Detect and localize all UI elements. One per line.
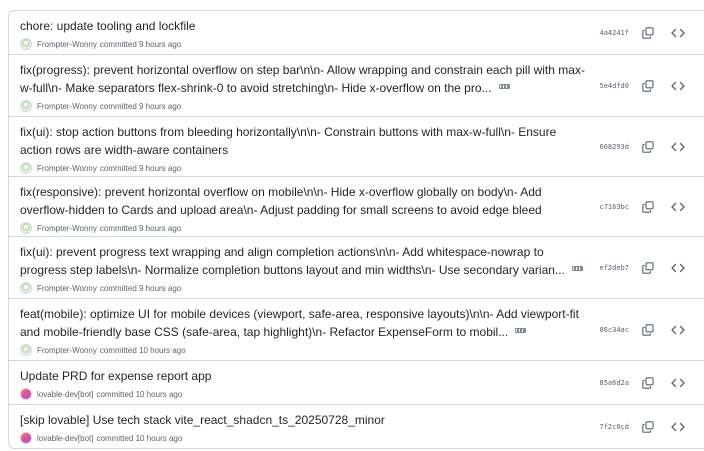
commit-meta — [20, 281, 599, 295]
commit-row — [9, 404, 704, 448]
commit-sha-link[interactable]: ef2deb7 — [599, 263, 629, 272]
commit-sha-link[interactable]: 5e4dfd0 — [599, 81, 629, 90]
author-name[interactable]: Frompter-Wonny — [37, 101, 97, 111]
commit-message[interactable]: feat(mobile): optimize UI for mobile devices (viewport, safe-area, responsive layouts)\n\n- Add viewport-fit — [20, 307, 579, 321]
commit-row — [9, 236, 704, 298]
code-icon[interactable] — [671, 142, 685, 152]
commit-message[interactable]: fix(progress): prevent horizontal overflow on step bar\n\n- Allow wrapping and constrain each pill with max- — [20, 63, 585, 77]
avatar[interactable] — [20, 432, 32, 444]
avatar[interactable] — [20, 344, 32, 356]
commit-meta — [20, 37, 599, 51]
commit-list — [8, 10, 704, 449]
copy-icon[interactable] — [642, 27, 654, 39]
commit-message[interactable]: chore: update tooling and lockfile — [20, 19, 196, 33]
commit-message[interactable]: fix(ui): prevent progress text wrapping and align completion actions\n\n- Add whitespace-nowrap to — [20, 245, 544, 259]
author-name[interactable]: Frompter-Wonny — [37, 345, 97, 355]
avatar[interactable] — [20, 388, 32, 400]
commit-row — [9, 360, 704, 404]
code-icon[interactable] — [671, 263, 685, 273]
commit-sha-link[interactable]: 85a6d2a — [599, 378, 629, 387]
commit-message[interactable]: Update PRD for expense report app — [20, 369, 212, 383]
author-name[interactable]: Frompter-Wonny — [37, 223, 97, 233]
code-icon[interactable] — [671, 81, 685, 91]
commit-sha-link[interactable]: c7163bc — [599, 202, 629, 211]
copy-icon[interactable] — [642, 421, 654, 433]
author-name[interactable]: Frompter-Wonny — [37, 163, 97, 173]
commit-time: committed 9 hours ago — [99, 101, 182, 111]
code-icon[interactable] — [671, 28, 685, 38]
code-icon[interactable] — [671, 325, 685, 335]
commit-time: committed 9 hours ago — [99, 39, 182, 49]
commit-message[interactable]: fix(responsive): prevent horizontal overflow on mobile\n\n- Hide x-overflow globally on body\n- Add — [20, 185, 542, 199]
commit-message[interactable]: action rows are width-aware containers — [20, 143, 229, 157]
avatar[interactable] — [20, 282, 32, 294]
commit-time: committed 10 hours ago — [99, 345, 186, 355]
ellipsis-icon[interactable] — [515, 328, 526, 333]
commit-message[interactable]: and mobile-friendly base CSS (safe-area, tap highlight)\n- Refactor ExpenseForm to mobil... — [20, 325, 509, 339]
avatar[interactable] — [20, 162, 32, 174]
code-icon[interactable] — [671, 378, 685, 388]
commit-row — [9, 54, 704, 116]
commit-meta — [20, 161, 599, 175]
ellipsis-icon[interactable] — [572, 266, 583, 271]
commit-sha-link[interactable]: 668293d — [599, 142, 629, 151]
avatar[interactable] — [20, 38, 32, 50]
commit-sha-link[interactable]: 7f2c0cd — [599, 422, 629, 431]
author-name[interactable]: lovable-dev[bot] — [37, 433, 94, 443]
avatar[interactable] — [20, 100, 32, 112]
commit-sha-link[interactable]: 86c34ac — [599, 325, 629, 334]
code-icon[interactable] — [671, 422, 685, 432]
author-name[interactable]: lovable-dev[bot] — [37, 389, 94, 399]
commit-sha-link[interactable]: 4a4241f — [599, 28, 629, 37]
copy-icon[interactable] — [642, 377, 654, 389]
commit-time: committed 9 hours ago — [99, 283, 182, 293]
author-name[interactable]: Frompter-Wonny — [37, 283, 97, 293]
ellipsis-icon[interactable] — [499, 84, 510, 89]
copy-icon[interactable] — [642, 80, 654, 92]
commit-row — [9, 298, 704, 360]
commit-message[interactable]: overflow-hidden to Cards and upload area\n- Adjust padding for small screens to avoid edge bleed — [20, 203, 542, 217]
commit-time: committed 9 hours ago — [99, 223, 182, 233]
commit-message[interactable]: fix(ui): stop action buttons from bleeding horizontally\n\n- Constrain buttons with max-w-full\n- Ensure — [20, 125, 557, 139]
commit-meta — [20, 387, 599, 401]
commit-message[interactable]: w-full\n- Make separators flex-shrink-0 to avoid stretching\n- Hide x-overflow on the pro... — [20, 81, 492, 95]
code-icon[interactable] — [671, 202, 685, 212]
commit-row — [9, 176, 704, 236]
commit-time: committed 10 hours ago — [96, 389, 183, 399]
commit-time: committed 9 hours ago — [99, 163, 182, 173]
commit-time: committed 10 hours ago — [96, 433, 183, 443]
copy-icon[interactable] — [642, 141, 654, 153]
commit-meta — [20, 99, 599, 113]
author-name[interactable]: Frompter-Wonny — [37, 39, 97, 49]
avatar[interactable] — [20, 222, 32, 234]
commit-message[interactable]: progress step labels\n- Normalize completion buttons layout and min widths\n- Use secondary varian... — [20, 263, 565, 277]
copy-icon[interactable] — [642, 324, 654, 336]
commit-meta — [20, 431, 599, 445]
commit-meta — [20, 343, 599, 357]
commit-message[interactable]: [skip lovable] Use tech stack vite_react_shadcn_ts_20250728_minor — [20, 413, 385, 427]
copy-icon[interactable] — [642, 262, 654, 274]
commit-row — [9, 116, 704, 176]
commit-meta — [20, 221, 599, 235]
commit-row — [9, 11, 704, 54]
copy-icon[interactable] — [642, 201, 654, 213]
